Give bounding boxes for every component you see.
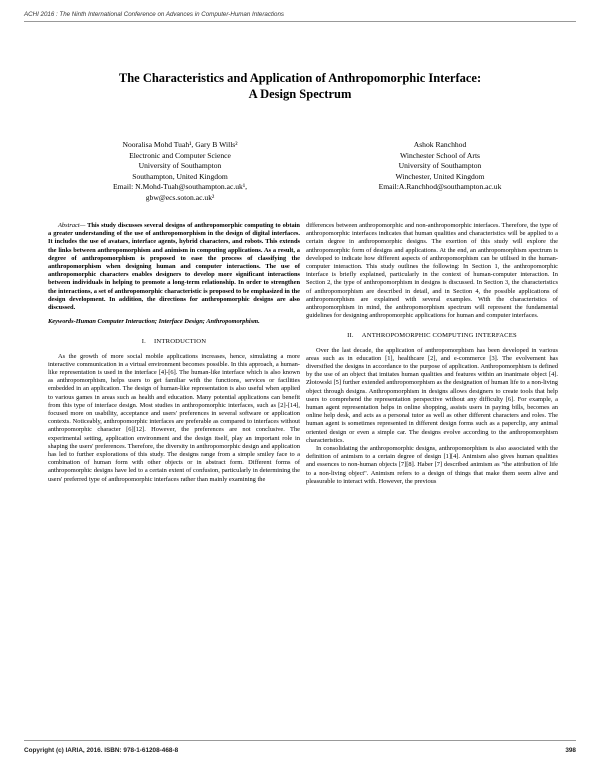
author-names: Nooralisa Mohd Tuah¹, Gary B Wills² xyxy=(122,140,238,149)
author-email: Email:A.Ranchhod@southampton.ac.uk xyxy=(378,182,502,192)
section-heading-anthropomorphic-interfaces xyxy=(306,332,558,340)
introduction-continued-paragraph: differences between anthropomorphic and non-anthropomorphic interfaces. Therefore, the type of anthropomorphic interfaces indicates that human qualities and characteristics will be applied to a certain degree in anthropomorphic designs. The exertion of this study will explore the anthropomorphic form of designs and applications. At the end, an anthropomorphism spectrum is developed to indicate how different aspects of anthropomorphism can be utilised in the human-computer interaction. This study outlines the following: In Section 1, the anthropomorphic interface is briefly explained, particularly in the context of human-computer interaction. In Section 2, the type of anthropomorphism in designs is discussed. In Section 3, the characteristics of anthropomorphism are described in detail, and in Section 4, the possible applications of anthropomorphism are explained with several examples. With the characteristics of anthropomorphism in mind, the anthropomorphism spectrum will represent the fundamental guidelines for designing anthropomorphic applications for human and computer interfaces. xyxy=(306,222,558,320)
author-university: University of Southampton xyxy=(398,161,482,171)
author-university: University of Southampton xyxy=(138,161,222,171)
section-title: INTRODUCTION xyxy=(154,338,207,346)
copyright-notice: Copyright (c) IARIA, 2016. ISBN: 978-1-61208-468-8 xyxy=(24,747,179,754)
left-column xyxy=(48,222,300,484)
section2-paragraph-1: Over the last decade, the application of anthropomorphism has been developed in various areas such as in education [1], healthcare [2], and e-commerce [3]. The evolvement has diversified the designs in accordance to the purpose of application. Anthropomorphism is defined by the use of an object that imitates human qualities and features within an inanimate object [4]. Złotowski [5] further extended anthropomorphism as the designation of human life to a non-living object through designs. Anthropomorphism in designs allows designers to create tools that help users to comprehend the representation perspective without any difficulty [6]. For example, a human agent representation helps in online shopping, assists users in paying bills, becomes an online help desk, and acts as a personal tutor as well as other different characters and roles. The human agent is sometimes represented in different design forms such as a paperclip, any animal oriented design or even a simple car. The designs evolve according to the anthropomorphism characteristics. xyxy=(306,346,558,444)
paper-title xyxy=(60,70,540,102)
section-number: I. xyxy=(141,338,147,346)
keywords: Keywords-Human Computer Interaction; Interface Design; Anthropomorphism. xyxy=(48,318,260,326)
author-location: Winchester, United Kingdom xyxy=(395,171,485,181)
author-block-right xyxy=(330,140,550,193)
right-column xyxy=(306,222,558,486)
author-department: Winchester School of Arts xyxy=(399,150,481,160)
running-header: ACHI 2016 : The Ninth International Conference on Advances in Computer-Human Interactions xyxy=(24,11,285,18)
header-divider xyxy=(24,21,576,22)
section-title: ANTHROPOMORPHIC COMPUTING INTERFACES xyxy=(361,332,517,340)
section-number: II. xyxy=(347,332,354,340)
author-name: Ashok Ranchhod xyxy=(413,140,467,149)
author-email-1: Email: N.Mohd-Tuah@southampton.ac.uk¹, xyxy=(112,182,248,192)
author-location: Southampton, United Kingdom xyxy=(132,171,228,181)
footer-divider xyxy=(24,740,576,741)
introduction-paragraph: As the growth of more social mobile applications increases, hence, simulating a more interactive communication in a virtual environment becomes possible. In this approach, a human-like representation is used in the interface [4]-[6]. The human-like interface which is also known as anthropomorphism, helps users to get familiar with the functions, services or facilities embedded in an application. The design of human-like representation is also useful when applied to various games in areas such as health and education. Many potential applications can benefit from this type of interface design. Most studies in anthropomorphic interfaces, such as [2]-[14], focused more on usability, acceptance and users' preferences in several software or application contexts. Noticeably, anthropomorphic interfaces are preferable as compared to interfaces without anthropomorphic character [6][12]. However, the preferences are not conclusive. The experimental setting, application environment and the design itself, play an important role in shaping the users' preferences. Therefore, the diversity in anthropomorphic design and application has led to further explorations of this study. The designs range from a simple smiley face to a combination of human form with other objects or in abstract form. Different forms of anthropomorphic designs have led to a certain extent of confusion, particularly in determining the users' preferred type of anthropomorphic interfaces rather than mainly examining the xyxy=(48,352,300,483)
title-line-2: A Design Spectrum xyxy=(248,87,352,101)
abstract xyxy=(48,222,300,312)
title-line-1: The Characteristics and Application of Anthropomorphic Interface: xyxy=(118,71,482,85)
author-department: Electronic and Computer Science xyxy=(129,150,231,160)
section-heading-introduction xyxy=(48,338,300,346)
page-number: 398 xyxy=(565,747,576,754)
section2-paragraph-2: In consolidating the anthropomorphic designs, anthropomorphism is also associated with the definition of animism to a certain degree of design [1][4]. Animism also gives human qualities and essences to non-human objects [7][8]. Haber [7] described animism as "the attribution of life to a non-living object". Animism refers to a design of things that make them seem alive and pleasurable to interact with. However, the previous xyxy=(306,445,558,485)
author-email-2: gbw@ecs.soton.ac.uk² xyxy=(145,192,215,202)
author-block-left xyxy=(70,140,290,204)
abstract-lead: Abstract— xyxy=(58,222,86,229)
abstract-body: This study discusses several designs of anthropomorphic computing to obtain a greater understanding of the use of anthropomorphism in the design of digital interfaces. It includes the use of avatars, interface agents, hybrid characters, and robots. This extends the links between anthropomorphism and animism in computing applications. As a result, a degree of anthropomorphism is proposed to ease the process of classifying the anthropomorphism when designing human and computer interactions. The use of anthropomorphic characters enables designers to develop more significant interactions between individuals in helping to promote a long-term relationship. In order to strengthen the interactions, a set of anthropomorphic characteristic is proposed to be emphasized in the design development. In addition, the directions for anthropomorphic designs are also discussed. xyxy=(48,222,300,312)
